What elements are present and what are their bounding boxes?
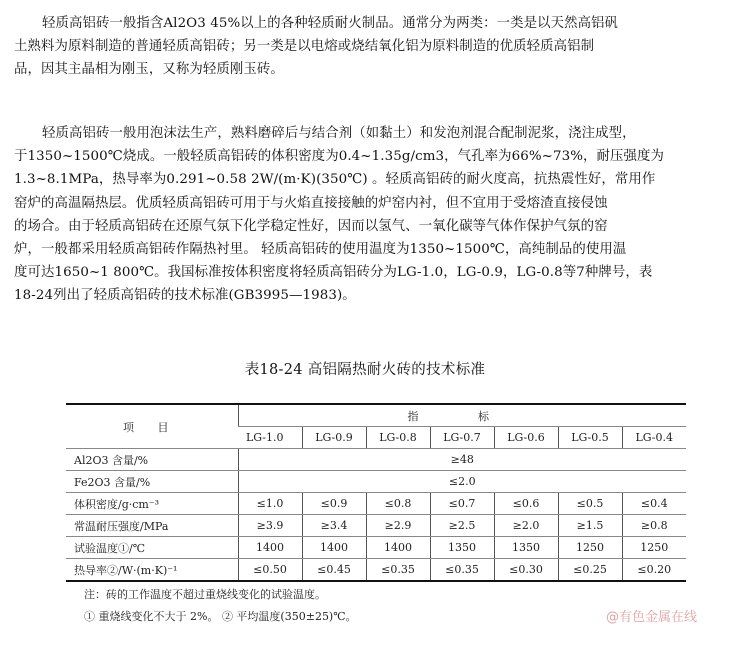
table-cell: ≥2.5 [430,515,494,537]
note-line: ① 重烧线变化不大于 2%。 ② 平均温度(350±25)℃。 [84,610,357,623]
table-cell: ≥3.4 [302,515,366,537]
paragraph-line: 轻质高铝砖一般指含Al2O3 45%以上的各种轻质耐火制品。通常分为两类：一类是以天然高铝矾 [42,16,619,31]
paragraph-line: 品，因其主晶相为刚玉，又称为轻质刚玉砖。 [14,62,284,78]
table-cell: ≤0.45 [302,559,366,582]
table-header-row [66,404,686,427]
table-row [66,471,686,493]
table-cell: ≥3.9 [238,515,302,537]
spec-table-wrapper [66,403,686,582]
table-cell: ≤0.7 [430,493,494,515]
table-cell: 1400 [302,537,366,559]
table-cell: ≤0.35 [366,559,430,582]
grade-header: LG-0.5 [558,427,622,449]
table-cell: ≤2.0 [238,471,686,493]
table-cell: ≥0.8 [622,515,686,537]
paragraph-line: 于1350~1500℃烧成。一般轻质高铝砖的体积密度为0.4~1.35g/cm3，气孔率为66%~73%，耐压强度为 [14,149,664,165]
paragraph-line: 炉，一般都采用轻质高铝砖作隔热衬里。 轻质高铝砖的使用温度为1350~1500℃，高纯制品的使用温 [14,242,627,258]
table-caption: 表18-24 高铝隔热耐火砖的技术标准 [244,362,486,378]
table-cell: ≤0.6 [494,493,558,515]
table-row [66,493,686,515]
paragraph-line: 轻质高铝砖一般用泡沫法生产，熟料磨碎后与结合剂（如黏土）和发泡剂混合配制泥浆，浇注成型， [42,126,636,141]
paragraph-line: 18-24列出了轻质高铝砖的技术标准(GB3995—1983)。 [14,288,356,304]
paragraph-line: 的场合。由于轻质高铝砖在还原气氛下化学稳定性好，因而以氢气、一氧化碳等气体作保护气氛的窑 [14,218,608,234]
table-cell: 1250 [558,537,622,559]
table-cell: ≤0.9 [302,493,366,515]
note-line: 注：砖的工作温度不超过重烧线变化的试验温度。 [84,588,326,601]
table-cell: 1400 [238,537,302,559]
item-header: 项 目 [66,404,238,449]
table-cell: ≤0.4 [622,493,686,515]
row-label: 常温耐压强度/MPa [66,515,238,537]
table-cell: ≤1.0 [238,493,302,515]
table-cell: ≤0.35 [430,559,494,582]
grade-header: LG-0.6 [494,427,558,449]
table-cell: 1350 [494,537,558,559]
table-cell: ≥2.9 [366,515,430,537]
paragraph-line: 度可达1650~1 800℃。我国标准按体积密度将轻质高铝砖分为LG-1.0，LG-0.9，LG-0.8等7种牌号，表 [14,265,653,281]
row-label: Fe2O3 含量/% [66,471,238,493]
table-cell: ≤0.20 [622,559,686,582]
paragraph-line: 土熟料为原料制造的普通轻质高铝砖；另一类是以电熔或烧结氧化铝为原料制造的优质轻质高铝制 [14,39,595,55]
table-cell: 1400 [366,537,430,559]
grade-header: LG-1.0 [238,427,302,449]
table-cell: ≥48 [238,449,686,471]
production-paragraph [14,122,720,308]
table-cell: ≤0.50 [238,559,302,582]
table-cell: ≤0.30 [494,559,558,582]
spec-table [66,403,686,582]
table-cell: ≥2.0 [494,515,558,537]
row-label: 热导率②/W·(m·K)⁻¹ [66,559,238,582]
table-row [66,515,686,537]
grade-header: LG-0.4 [622,427,686,449]
table-cell: 1350 [430,537,494,559]
table-cell: ≤0.5 [558,493,622,515]
table-cell: ≤0.8 [366,493,430,515]
intro-paragraph [14,12,720,82]
paragraph-line: 窑炉的高温隔热层。优质轻质高铝砖可用于与火焰直接接触的炉窑内衬，但不宜用于受熔渣直接侵蚀 [14,195,608,211]
table-row [66,537,686,559]
table-row [66,449,686,471]
row-label: 体积密度/g·cm⁻³ [66,493,238,515]
row-label: 试验温度①/℃ [66,537,238,559]
row-label: Al2O3 含量/% [66,449,238,471]
watermark: @有色金属在线 [606,610,698,625]
table-notes [84,584,357,628]
grade-header: LG-0.7 [430,427,494,449]
table-row [66,559,686,582]
table-cell: 1250 [622,537,686,559]
grade-header: LG-0.8 [366,427,430,449]
table-cell: ≥1.5 [558,515,622,537]
index-header: 指 标 [238,404,686,427]
paragraph-line: 1.3~8.1MPa，热导率为0.291~0.58 2W/(m·K)(350℃) 。轻质高铝砖的耐火度高，抗热震性好，常用作 [14,172,656,188]
table-cell: ≤0.25 [558,559,622,582]
grade-header: LG-0.9 [302,427,366,449]
